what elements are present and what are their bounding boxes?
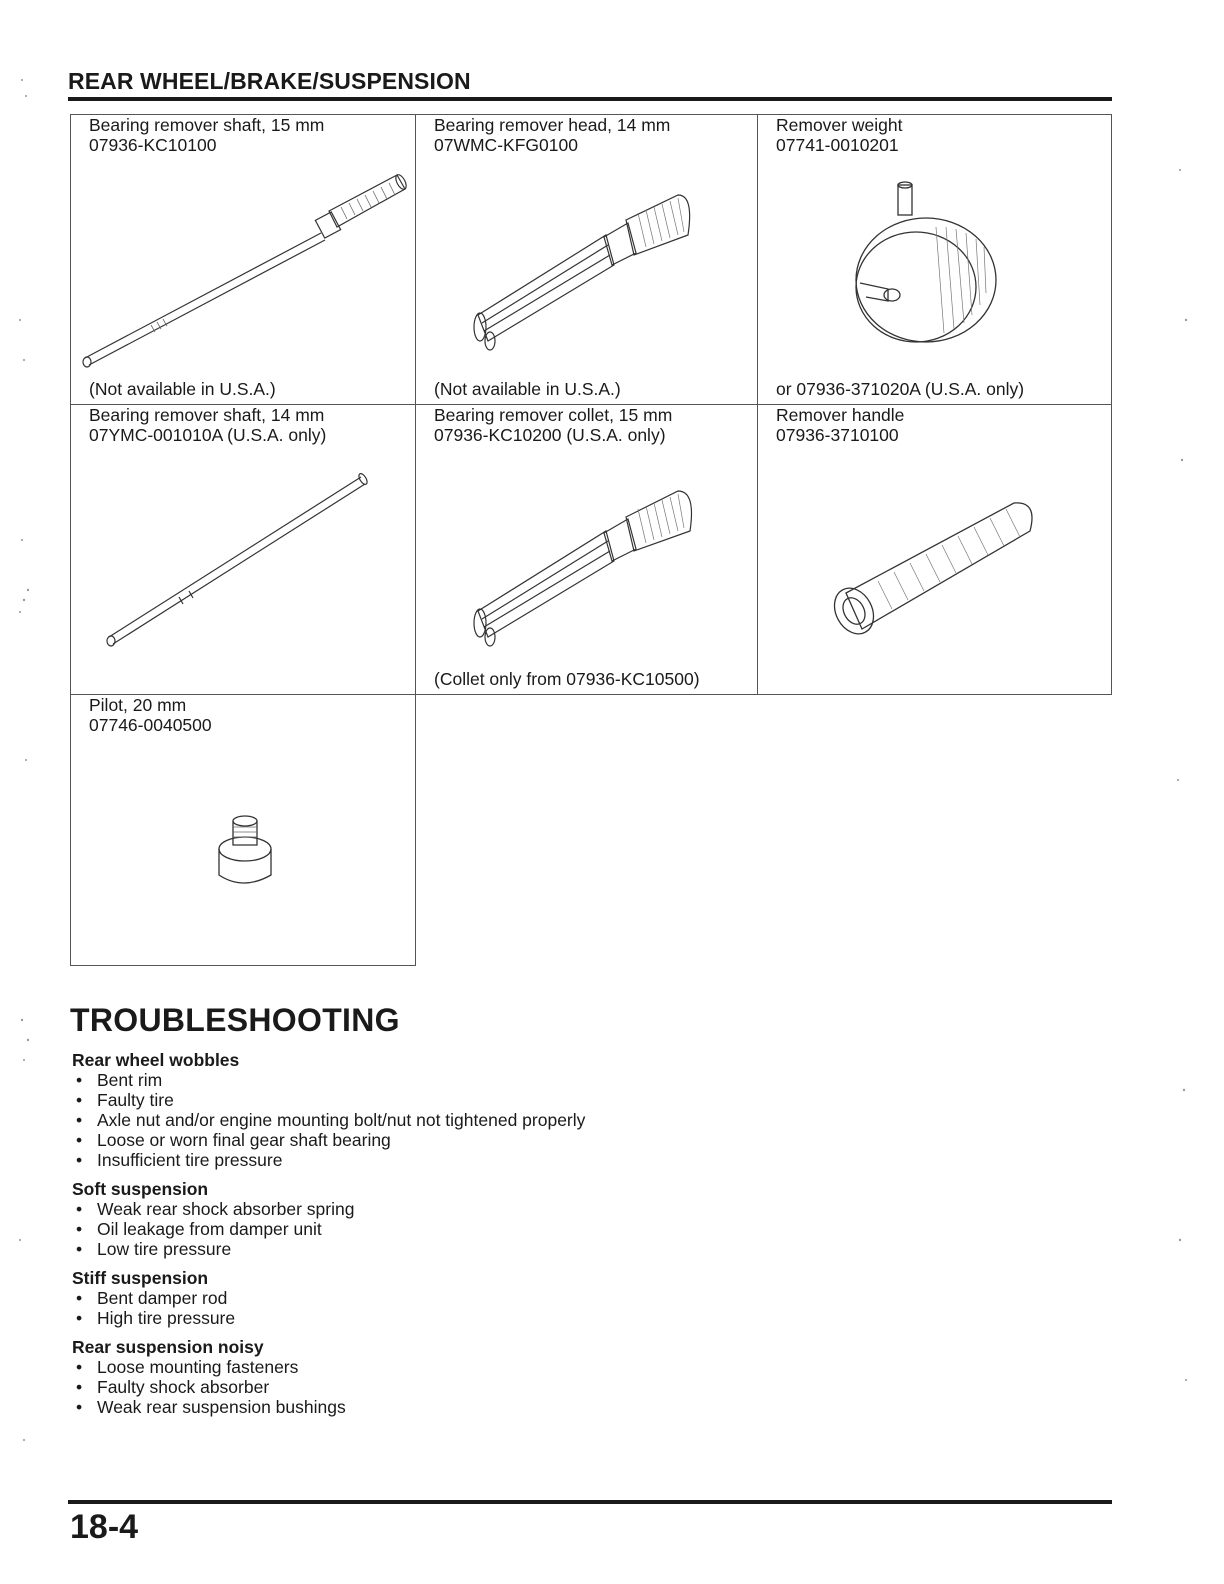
bullet-icon: • <box>76 1288 83 1308</box>
tool-part-number: 07YMC-001010A (U.S.A. only) <box>89 425 327 445</box>
bullet-icon: • <box>76 1397 83 1417</box>
list-item: • Oil leakage from damper unit <box>76 1219 322 1239</box>
bullet-icon: • <box>76 1130 83 1150</box>
bullet-icon: • <box>76 1150 83 1170</box>
tool-name: Remover handle <box>776 405 905 425</box>
page-number: 18-4 <box>70 1508 139 1546</box>
section-heading: Stiff suspension <box>72 1268 209 1288</box>
list-item: • Faulty tire <box>76 1090 174 1110</box>
tool-name: Bearing remover shaft, 14 mm <box>89 405 325 425</box>
tool-part-number: 07936-KC10200 (U.S.A. only) <box>434 425 666 445</box>
list-item: • Low tire pressure <box>76 1239 232 1259</box>
tool-part-number: 07936-3710100 <box>776 425 899 445</box>
tool-part-number: 07936-KC10100 <box>89 135 217 155</box>
bullet-icon: • <box>76 1308 83 1328</box>
bullet-icon: • <box>76 1357 83 1377</box>
bullet-icon: • <box>76 1239 83 1259</box>
tool-note: (Not available in U.S.A.) <box>89 379 276 399</box>
tool-name: Bearing remover head, 14 mm <box>434 115 671 135</box>
list-item: • Insufficient tire pressure <box>76 1150 283 1170</box>
troubleshooting-title: TROUBLESHOOTING <box>70 1002 400 1038</box>
list-item: • Axle nut and/or engine mounting bolt/nut not tightened properly <box>76 1110 586 1130</box>
section-heading: Rear wheel wobbles <box>72 1050 240 1070</box>
bullet-icon: • <box>76 1070 83 1090</box>
tool-part-number: 07746-0040500 <box>89 715 212 735</box>
list-item: • Loose mounting fasteners <box>76 1357 299 1377</box>
bullet-icon: • <box>76 1219 83 1239</box>
list-item: • Faulty shock absorber <box>76 1377 270 1397</box>
list-item: • Bent rim <box>76 1070 163 1090</box>
bullet-icon: • <box>76 1199 83 1219</box>
tool-note: (Collet only from 07936-KC10500) <box>434 669 700 689</box>
tool-note: or 07936-371020A (U.S.A. only) <box>776 379 1025 399</box>
list-item: • Bent damper rod <box>76 1288 228 1308</box>
tool-part-number: 07WMC-KFG0100 <box>434 135 578 155</box>
list-item: • High tire pressure <box>76 1308 236 1328</box>
tool-name: Bearing remover shaft, 15 mm <box>89 115 325 135</box>
tool-name: Pilot, 20 mm <box>89 695 187 715</box>
section-heading: Rear suspension noisy <box>72 1337 264 1357</box>
list-item: • Loose or worn final gear shaft bearing <box>76 1130 391 1150</box>
tool-part-number: 07741-0010201 <box>776 135 899 155</box>
bullet-icon: • <box>76 1377 83 1397</box>
page-header-title: REAR WHEEL/BRAKE/SUSPENSION <box>68 68 471 94</box>
list-item: • Weak rear suspension bushings <box>76 1397 346 1417</box>
tool-name: Bearing remover collet, 15 mm <box>434 405 673 425</box>
bullet-icon: • <box>76 1090 83 1110</box>
section-heading: Soft suspension <box>72 1179 209 1199</box>
tool-name: Remover weight <box>776 115 903 135</box>
tool-note: (Not available in U.S.A.) <box>434 379 621 399</box>
bullet-icon: • <box>76 1110 83 1130</box>
list-item: • Weak rear shock absorber spring <box>76 1199 355 1219</box>
